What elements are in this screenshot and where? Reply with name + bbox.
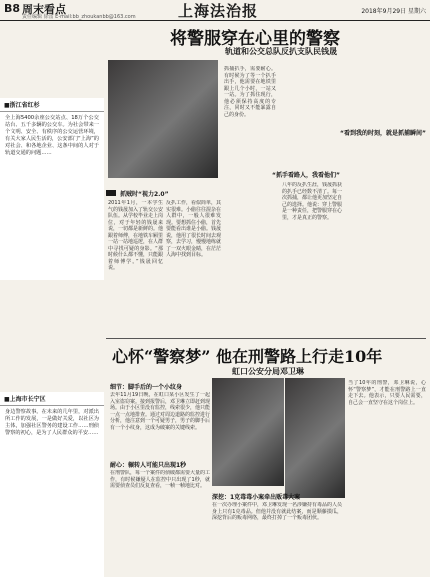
- photo-caption: 抓贼时“视力2.0”: [120, 191, 169, 198]
- article-body-column: 2011年1月，一本学生气的钱晟加入了轨交公安队伍。从学校毕业走上岗位，对于年轻的钱晟来说，一切都是新鲜的。他跟着师傅，在地铁车厢里一站一站地巡逻，在人群中寻找可疑的身影。“那时候什么都不懂，只能跟着师傅学。”钱晟回忆说。: [108, 200, 163, 271]
- article-body-column: 反扒工作，看似简单，其实很难。小偷往往混杂在人群中，一般人很难发现。要想抓住小偷，首先要能看出谁是小偷。钱晟说，他用了很长时间去观察，去学习，慢慢地练就了一双火眼金睛，在茫茫人海中找到目标。: [166, 200, 221, 258]
- issue-date: 2018年9月29日 星期六: [361, 8, 426, 15]
- section-title: 周末看点: [22, 3, 66, 16]
- section-divider: [106, 338, 426, 339]
- article-headline: 将警服穿在心里的警察: [170, 29, 340, 49]
- police-officer-photo: [212, 378, 284, 486]
- article-subhead: 深挖：1克毒毒小案牵出贩毒大案: [212, 494, 301, 501]
- sidebar-box-bottom: [0, 392, 104, 577]
- article-subhead: 细节：脚手后的一个小纹身: [110, 384, 183, 391]
- page-number: B8: [4, 2, 21, 15]
- article-body-column: 抓捕扒手，需要耐心。有时候为了等一个扒手出手，他需要在地铁里跟上几个小时，一站又一站。为了抓住现行，他必须保持高度的专注，同时又不能暴露自己的身份。: [224, 66, 276, 118]
- article-subhead: “看到我的时刻，就是抓捕瞬间”: [340, 130, 426, 137]
- newspaper-logo: 上海法治报: [178, 2, 259, 20]
- article-subheadline: 轨道和公交总队反扒支队民钱晟: [225, 47, 337, 56]
- article-subhead: “抓手看路人，我看他们”: [272, 172, 340, 179]
- sidebar-heading: ■上海市长宁区: [0, 392, 104, 406]
- article-body-column: 在一次办理小案件中，邓卫琳发现一名涉嫌持有毒品的人员身上只有1克毒品。但他并没有就此结案，而是顺藤摸瓜，深挖背后的贩毒网络，最终打掉了一个贩毒团伙。: [212, 502, 342, 521]
- police-officer-photo: [285, 378, 345, 498]
- page-header: [0, 0, 430, 21]
- article-subheadline: 虹口公安分局邓卫琳: [232, 367, 304, 376]
- sidebar-heading: ■浙江省红杉: [0, 98, 104, 112]
- article-headline: 心怀“警察梦” 他在刑警路上行走10年: [112, 347, 383, 366]
- editor-meta: 责任编辑 徐雷 E-mail:bb_zhoukanbb@163.com: [22, 14, 136, 20]
- police-officer-photo: [108, 60, 218, 178]
- article-subhead: 耐心：辗转人可能只出现1秒: [110, 462, 187, 469]
- sidebar-text: 全上海5400余座公交站点、18万个公交站台、五千多辆的公交车。为社会带来一个文明、安全、有秩序的公交运营环境，有关大家人民生活的，公安部门“上海”的对社会、和各地企业、这条中间的人对于轨道交通的问题……: [5, 115, 99, 156]
- article-body-column: 当了10年的刑警，邓卫琳说，心怀“警察梦”，才能在刑警路上一直走下去。他表示，只要人民需要，自己会一直坚守在这个岗位上。: [348, 380, 426, 406]
- article-body-column: 去年11月19日晚，在虹口某小区发生了一起入室盗窃案。接到报警后，邓卫琳立即赶到现场。由于小区里没有监控，线索很少，他只能一点一点地排查。通过对周边道路的监控进行分析，他注意到一个可疑男子，男子的脚手后有一个小纹身，这成为破案的关键线索。: [110, 392, 210, 431]
- caption-marker-icon: [106, 190, 116, 196]
- article-body-column: 八年的反扒生涯，钱晟抓获的扒手已经数不清了。每一次抓捕，都让他更加坚定自己的选择。他说：穿上警服是一种责任，把警服穿在心里，才是真正的警察。: [282, 182, 342, 221]
- sidebar-text: 身边警察故事。在未来的几年里，对派出所工作的发展，一是做好关爱，以社区为主体，加强社区警务的建设工作……刑侦警察的初心，是为了人民群众的平安……: [5, 409, 99, 436]
- article-body-column: 在刑警队，每一个案件的侦破都需要大量的工作，有时候嫌疑人在监控中只出现了1秒，就需要侦查员们反复查看，一帧一帧地比对。: [110, 470, 210, 489]
- sidebar-box-top: [0, 98, 104, 280]
